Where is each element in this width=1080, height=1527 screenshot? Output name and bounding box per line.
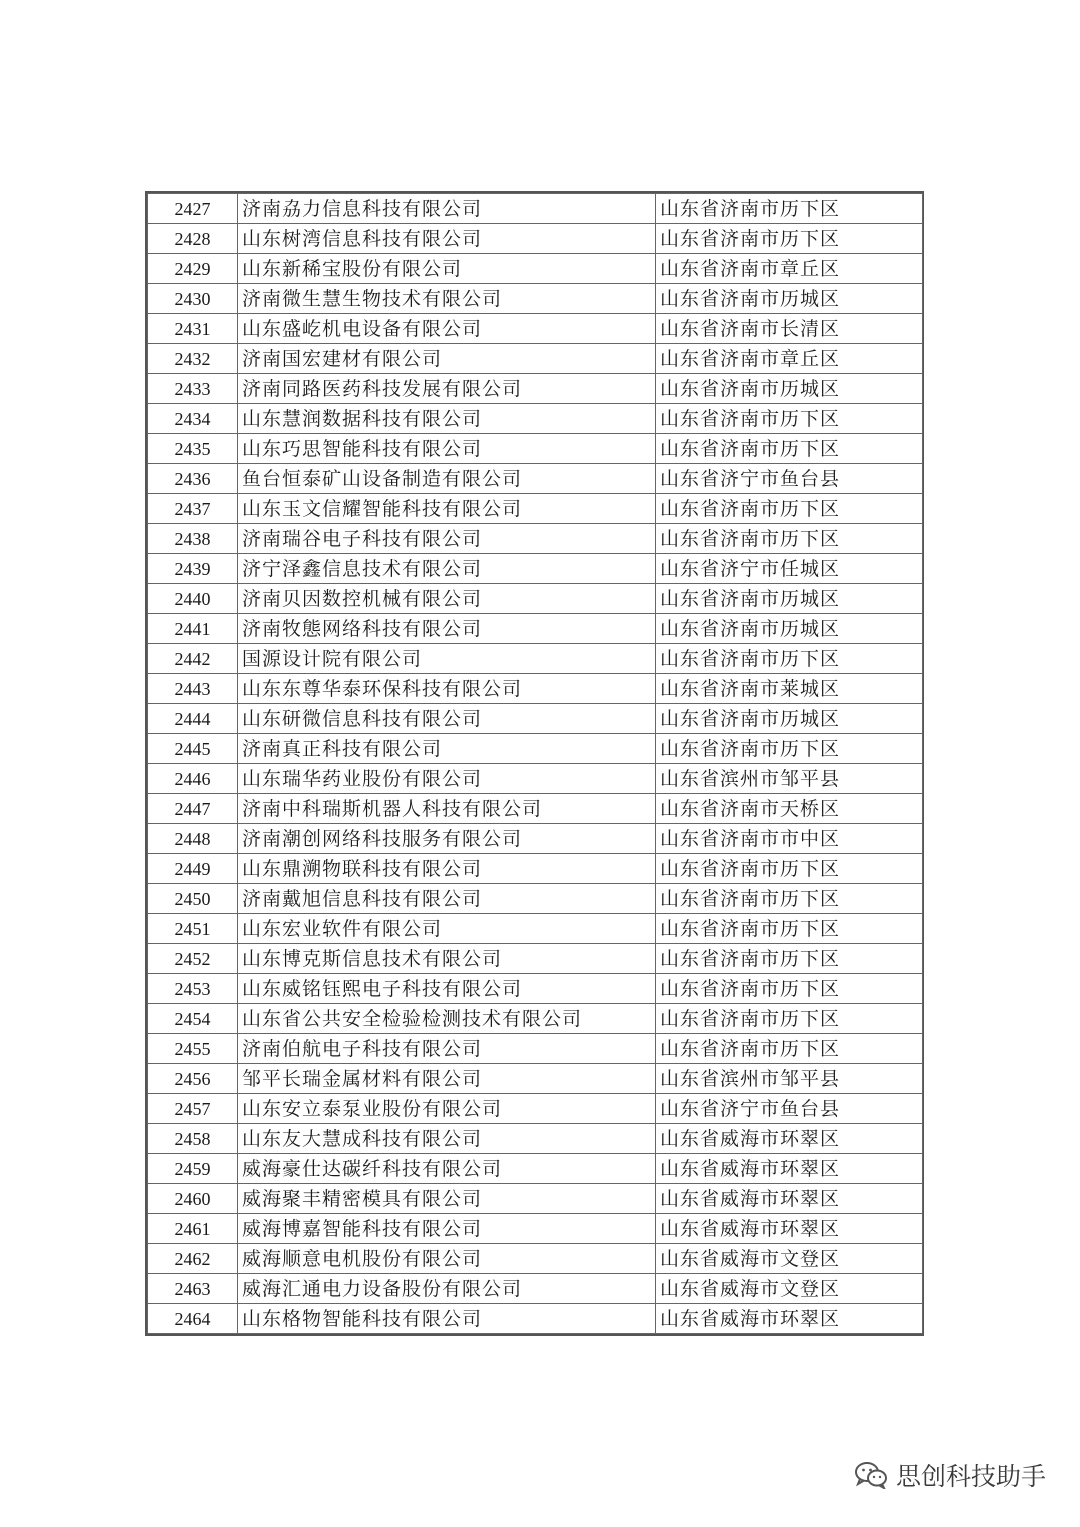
company-name: 山东宏业软件有限公司 (238, 914, 656, 944)
company-location: 山东省滨州市邹平县 (656, 764, 923, 794)
company-location: 山东省济宁市鱼台县 (656, 464, 923, 494)
table-row (148, 404, 923, 434)
company-location: 山东省济南市市中区 (656, 824, 923, 854)
company-location: 山东省济南市历下区 (656, 884, 923, 914)
company-name: 济南国宏建材有限公司 (238, 344, 656, 374)
table-row (148, 434, 923, 464)
company-name: 山东安立泰泵业股份有限公司 (238, 1094, 656, 1124)
company-location: 山东省威海市文登区 (656, 1274, 923, 1304)
row-number: 2442 (148, 644, 238, 674)
wechat-icon (854, 1461, 888, 1489)
row-number: 2450 (148, 884, 238, 914)
company-table (145, 191, 924, 1336)
company-name: 山东瑞华药业股份有限公司 (238, 764, 656, 794)
company-name: 威海顺意电机股份有限公司 (238, 1244, 656, 1274)
row-number: 2451 (148, 914, 238, 944)
company-location: 山东省威海市环翠区 (656, 1124, 923, 1154)
row-number: 2454 (148, 1004, 238, 1034)
table-row (148, 854, 923, 884)
company-location: 山东省济南市莱城区 (656, 674, 923, 704)
company-name: 山东友大慧成科技有限公司 (238, 1124, 656, 1154)
company-name: 济南微生慧生物技术有限公司 (238, 284, 656, 314)
company-name: 济南牧態网络科技有限公司 (238, 614, 656, 644)
table-row (148, 1274, 923, 1304)
table-body (148, 194, 923, 1334)
company-name: 山东盛屹机电设备有限公司 (238, 314, 656, 344)
company-name: 国源设计院有限公司 (238, 644, 656, 674)
company-list (147, 193, 923, 1334)
company-name: 山东格物智能科技有限公司 (238, 1304, 656, 1334)
company-name: 山东玉文信耀智能科技有限公司 (238, 494, 656, 524)
company-location: 山东省济南市历城区 (656, 614, 923, 644)
company-location: 山东省济南市长清区 (656, 314, 923, 344)
company-location: 山东省济南市章丘区 (656, 254, 923, 284)
company-location: 山东省济南市历下区 (656, 434, 923, 464)
row-number: 2443 (148, 674, 238, 704)
table-row (148, 824, 923, 854)
company-location: 山东省济南市历城区 (656, 374, 923, 404)
table-row (148, 1184, 923, 1214)
table-row (148, 644, 923, 674)
company-location: 山东省威海市环翠区 (656, 1154, 923, 1184)
row-number: 2447 (148, 794, 238, 824)
table-row (148, 884, 923, 914)
row-number: 2459 (148, 1154, 238, 1184)
company-location: 山东省济宁市任城区 (656, 554, 923, 584)
table-row (148, 914, 923, 944)
table-row (148, 674, 923, 704)
company-name: 鱼台恒泰矿山设备制造有限公司 (238, 464, 656, 494)
row-number: 2427 (148, 194, 238, 224)
company-location: 山东省济南市历下区 (656, 644, 923, 674)
row-number: 2430 (148, 284, 238, 314)
company-location: 山东省威海市环翠区 (656, 1184, 923, 1214)
table-row (148, 704, 923, 734)
company-location: 山东省威海市文登区 (656, 1244, 923, 1274)
company-name: 威海博嘉智能科技有限公司 (238, 1214, 656, 1244)
company-location: 山东省济南市历下区 (656, 914, 923, 944)
company-location: 山东省济南市历下区 (656, 974, 923, 1004)
table-row (148, 1154, 923, 1184)
company-name: 济南伯航电子科技有限公司 (238, 1034, 656, 1064)
company-location: 山东省济南市历城区 (656, 704, 923, 734)
row-number: 2432 (148, 344, 238, 374)
row-number: 2462 (148, 1244, 238, 1274)
row-number: 2435 (148, 434, 238, 464)
row-number: 2455 (148, 1034, 238, 1064)
table-row (148, 344, 923, 374)
company-name: 济南真正科技有限公司 (238, 734, 656, 764)
table-row (148, 194, 923, 224)
table-row (148, 944, 923, 974)
row-number: 2448 (148, 824, 238, 854)
company-name: 山东东尊华泰环保科技有限公司 (238, 674, 656, 704)
table-row (148, 374, 923, 404)
company-name: 济南戴旭信息科技有限公司 (238, 884, 656, 914)
row-number: 2441 (148, 614, 238, 644)
row-number: 2449 (148, 854, 238, 884)
row-number: 2439 (148, 554, 238, 584)
table-row (148, 224, 923, 254)
row-number: 2431 (148, 314, 238, 344)
row-number: 2445 (148, 734, 238, 764)
company-location: 山东省济南市历下区 (656, 524, 923, 554)
table-row (148, 734, 923, 764)
company-name: 山东研微信息科技有限公司 (238, 704, 656, 734)
company-name: 山东博克斯信息技术有限公司 (238, 944, 656, 974)
company-name: 山东巧思智能科技有限公司 (238, 434, 656, 464)
table-row (148, 284, 923, 314)
table-row (148, 1064, 923, 1094)
table-row (148, 524, 923, 554)
company-location: 山东省济南市历下区 (656, 404, 923, 434)
table-row (148, 974, 923, 1004)
table-row (148, 794, 923, 824)
company-location: 山东省威海市环翠区 (656, 1304, 923, 1334)
row-number: 2458 (148, 1124, 238, 1154)
row-number: 2437 (148, 494, 238, 524)
company-name: 威海豪仕达碳纤科技有限公司 (238, 1154, 656, 1184)
table-row (148, 554, 923, 584)
company-location: 山东省济南市历下区 (656, 224, 923, 254)
company-location: 山东省济南市历城区 (656, 584, 923, 614)
row-number: 2456 (148, 1064, 238, 1094)
table-row (148, 464, 923, 494)
table-row (148, 614, 923, 644)
company-location: 山东省济宁市鱼台县 (656, 1094, 923, 1124)
row-number: 2429 (148, 254, 238, 284)
company-name: 济南劦力信息科技有限公司 (238, 194, 656, 224)
row-number: 2464 (148, 1304, 238, 1334)
table-row (148, 764, 923, 794)
company-name: 山东慧润数据科技有限公司 (238, 404, 656, 434)
company-location: 山东省济南市历城区 (656, 284, 923, 314)
company-location: 山东省滨州市邹平县 (656, 1064, 923, 1094)
company-name: 山东威铭钰熙电子科技有限公司 (238, 974, 656, 1004)
company-name: 山东鼎溯物联科技有限公司 (238, 854, 656, 884)
row-number: 2461 (148, 1214, 238, 1244)
company-location: 山东省济南市历下区 (656, 1034, 923, 1064)
row-number: 2433 (148, 374, 238, 404)
company-location: 山东省济南市历下区 (656, 1004, 923, 1034)
table-row (148, 1004, 923, 1034)
row-number: 2452 (148, 944, 238, 974)
table-row (148, 584, 923, 614)
company-location: 山东省济南市章丘区 (656, 344, 923, 374)
row-number: 2460 (148, 1184, 238, 1214)
company-name: 济南同路医药科技发展有限公司 (238, 374, 656, 404)
row-number: 2446 (148, 764, 238, 794)
table-row (148, 494, 923, 524)
row-number: 2453 (148, 974, 238, 1004)
company-location: 山东省济南市天桥区 (656, 794, 923, 824)
company-location: 山东省济南市历下区 (656, 194, 923, 224)
row-number: 2457 (148, 1094, 238, 1124)
company-location: 山东省济南市历下区 (656, 854, 923, 884)
company-name: 威海聚丰精密模具有限公司 (238, 1184, 656, 1214)
company-name: 济南贝因数控机械有限公司 (238, 584, 656, 614)
table-row (148, 1214, 923, 1244)
row-number: 2444 (148, 704, 238, 734)
company-name: 济南瑞谷电子科技有限公司 (238, 524, 656, 554)
row-number: 2438 (148, 524, 238, 554)
table-row (148, 1034, 923, 1064)
company-name: 山东省公共安全检验检测技术有限公司 (238, 1004, 656, 1034)
row-number: 2436 (148, 464, 238, 494)
row-number: 2463 (148, 1274, 238, 1304)
watermark-text: 思创科技助手 (895, 1462, 1046, 1491)
company-name: 济宁泽鑫信息技术有限公司 (238, 554, 656, 584)
table-row (148, 1304, 923, 1334)
row-number: 2428 (148, 224, 238, 254)
table-row (148, 1244, 923, 1274)
company-name: 山东树湾信息科技有限公司 (238, 224, 656, 254)
company-name: 济南中科瑞斯机器人科技有限公司 (238, 794, 656, 824)
company-name: 山东新稀宝股份有限公司 (238, 254, 656, 284)
company-name: 济南潮创网络科技服务有限公司 (238, 824, 656, 854)
table-row (148, 1094, 923, 1124)
table-row (148, 314, 923, 344)
company-location: 山东省济南市历下区 (656, 944, 923, 974)
company-name: 邹平长瑞金属材料有限公司 (238, 1064, 656, 1094)
row-number: 2434 (148, 404, 238, 434)
company-location: 山东省济南市历下区 (656, 734, 923, 764)
table-row (148, 1124, 923, 1154)
company-location: 山东省济南市历下区 (656, 494, 923, 524)
company-name: 威海汇通电力设备股份有限公司 (238, 1274, 656, 1304)
table-row (148, 254, 923, 284)
company-location: 山东省威海市环翠区 (656, 1214, 923, 1244)
watermark (854, 1457, 1046, 1493)
row-number: 2440 (148, 584, 238, 614)
